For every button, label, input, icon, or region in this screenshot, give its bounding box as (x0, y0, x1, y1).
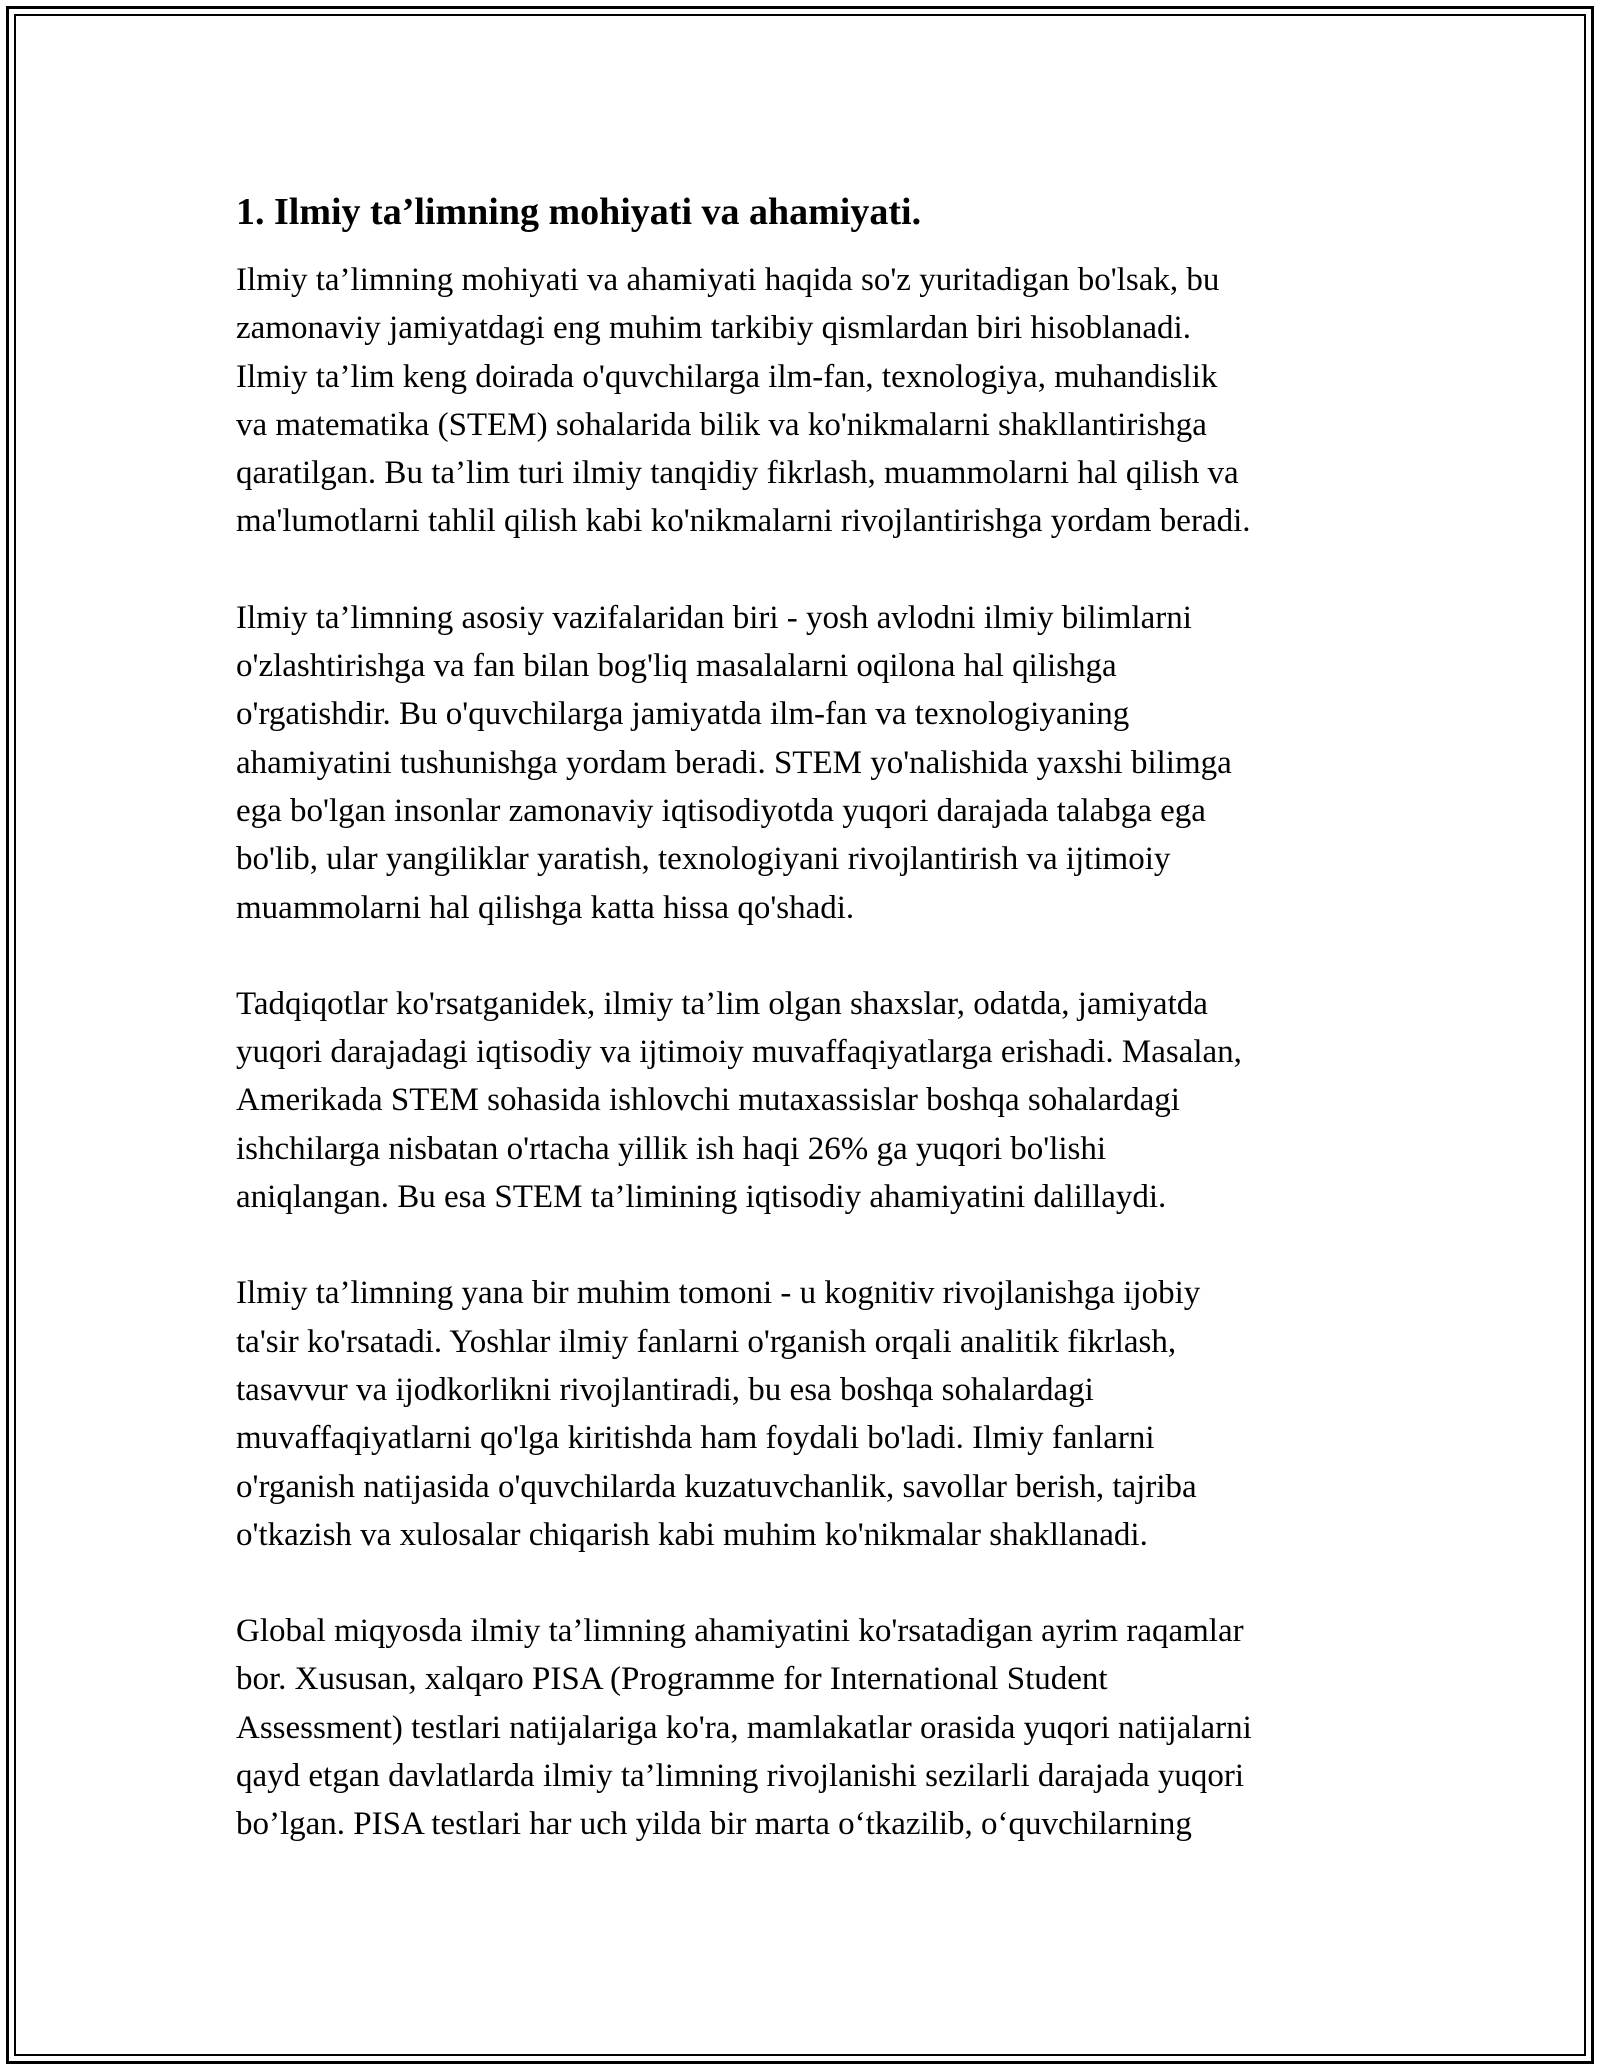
text-line: bo'lib, ular yangiliklar yaratish, texnologiyani rivojlantirish va ijtimoiy (236, 841, 1171, 878)
text-line: muvaffaqiyatlarni qo'lga kiritishda ham foydali bo'ladi. Ilmiy fanlarni (236, 1420, 1155, 1457)
text-line: o'tkazish va xulosalar chiqarish kabi muhim ko'nikmalar shakllanadi. (236, 1516, 1148, 1553)
text-line: qaratilgan. Bu ta’lim turi ilmiy tanqidiy fikrlash, muammolarni hal qilish va (236, 455, 1239, 492)
paragraph-4 (236, 1269, 1386, 1559)
text-line: Assessment) testlari natijalariga ko'ra, mamlakatlar orasida yuqori natijalarni (236, 1709, 1252, 1746)
paragraph-3 (236, 980, 1386, 1221)
text-line: ahamiyatini tushunishga yordam beradi. STEM yo'nalishida yaxshi bilimga (236, 744, 1232, 781)
text-line: Ilmiy ta’limning mohiyati va ahamiyati haqida so'z yuritadigan bo'lsak, bu (236, 262, 1220, 298)
text-line: ma'lumotlarni tahlil qilish kabi ko'nikmalarni rivojlantirishga yordam beradi. (236, 503, 1251, 540)
paragraph-2 (236, 594, 1386, 932)
text-line: Ilmiy ta’lim keng doirada o'quvchilarga ilm-fan, texnologiya, muhandislik (236, 358, 1218, 395)
text-line: yuqori darajadagi iqtisodiy va ijtimoiy muvaffaqiyatlarga erishadi. Masalan, (236, 1034, 1242, 1071)
text-line: bor. Xususan, xalqaro PISA (Programme for International Student (236, 1661, 1108, 1698)
text-line: Amerikada STEM sohasida ishlovchi mutaxassislar boshqa sohalardagi (236, 1082, 1180, 1119)
text-line: tasavvur va ijodkorlikni rivojlantiradi, bu esa boshqa sohalardagi (236, 1371, 1094, 1408)
text-line: zamonaviy jamiyatdagi eng muhim tarkibiy qismlardan biri hisoblanadi. (236, 310, 1191, 347)
text-line: ta'sir ko'rsatadi. Yoshlar ilmiy fanlarni o'rganish orqali analitik fikrlash, (236, 1323, 1177, 1360)
document-body (236, 188, 1386, 1897)
text-line: o'rgatishdir. Bu o'quvchilarga jamiyatda ilm-fan va texnologiyaning (236, 696, 1130, 733)
text-line: Tadqiqotlar ko'rsatganidek, ilmiy ta’lim olgan shaxslar, odatda, jamiyatda (236, 985, 1208, 1022)
text-line: va matematika (STEM) sohalarida bilik va ko'nikmalarni shakllantirishga (236, 406, 1207, 443)
text-line: o'zlashtirishga va fan bilan bog'liq masalalarni oqilona hal qilishga (236, 648, 1117, 685)
paragraph-1 (236, 256, 1386, 546)
text-line: Ilmiy ta’limning asosiy vazifalaridan biri - yosh avlodni ilmiy bilimlarni (236, 599, 1192, 636)
text-line: qayd etgan davlatlarda ilmiy ta’limning rivojlanishi sezilarli darajada yuqori (236, 1758, 1245, 1795)
paragraph-5 (236, 1607, 1386, 1848)
text-line: ega bo'lgan insonlar zamonaviy iqtisodiyotda yuqori darajada talabga ega (236, 792, 1206, 829)
text-line: Global miqyosda ilmiy ta’limning ahamiyatini ko'rsatadigan ayrim raqamlar (236, 1613, 1244, 1650)
text-line: muammolarni hal qilishga katta hissa qo'shadi. (236, 889, 855, 926)
text-line: o'rganish natijasida o'quvchilarda kuzatuvchanlik, savollar berish, tajriba (236, 1468, 1197, 1505)
section-heading: 1. Ilmiy ta’limning mohiyati va ahamiyati. (236, 191, 922, 233)
text-line: Ilmiy ta’limning yana bir muhim tomoni - u kognitiv rivojlanishga ijobiy (236, 1275, 1201, 1312)
text-line: aniqlangan. Bu esa STEM ta’limining iqtisodiy ahamiyatini dalillaydi. (236, 1179, 1167, 1216)
text-line: ishchilarga nisbatan o'rtacha yillik ish haqi 26% ga yuqori bo'lishi (236, 1130, 1107, 1167)
text-line: bo’lgan. PISA testlari har uch yilda bir marta o‘tkazilib, o‘quvchilarning (236, 1806, 1192, 1843)
